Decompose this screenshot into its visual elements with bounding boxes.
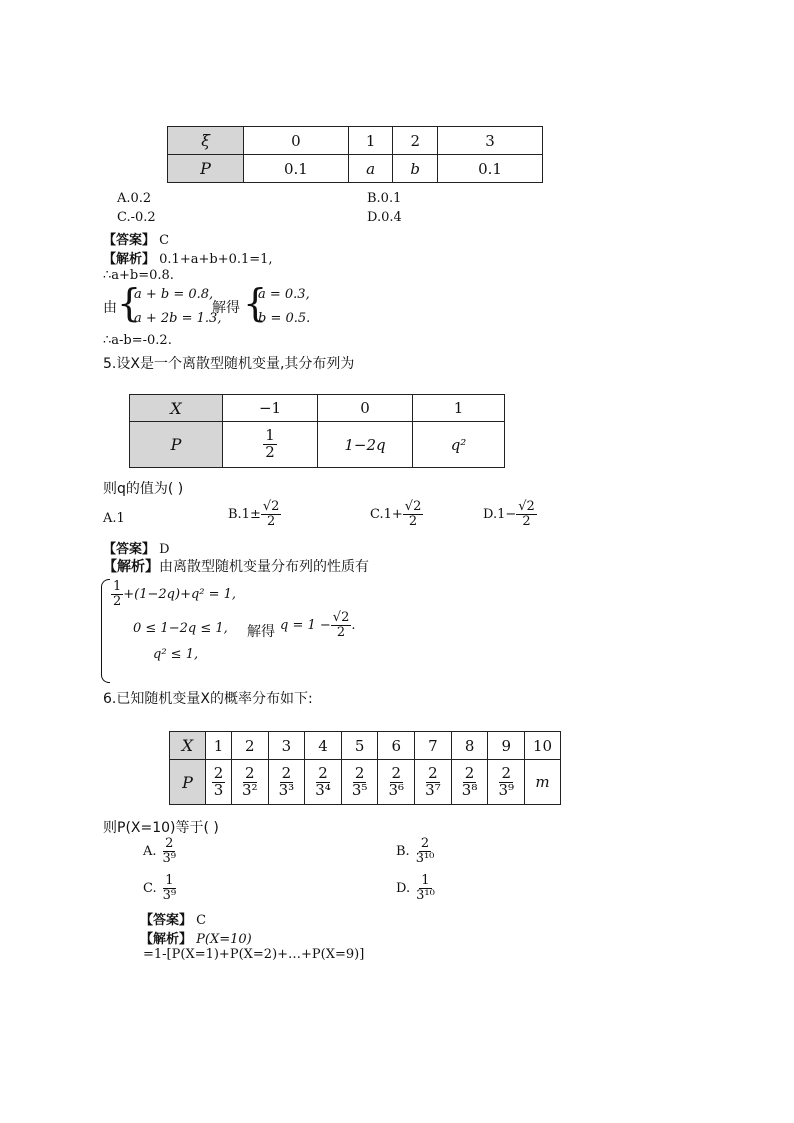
numerator: √2: [332, 610, 350, 625]
denominator: 2: [336, 624, 346, 640]
equation: a + 2b = 1.3,: [134, 311, 222, 326]
fraction: [516, 500, 537, 528]
denominator: 3⁸: [461, 780, 478, 799]
table-cell: 2: [393, 127, 438, 155]
option-c: [370, 500, 423, 528]
result: [280, 611, 355, 639]
option-a: A.0.2: [117, 191, 152, 206]
analysis-line: [103, 248, 273, 267]
option-label: B.: [396, 843, 410, 859]
option-b: B.0.1: [367, 191, 402, 206]
denominator: 3⁷: [425, 780, 441, 799]
table-cell: [378, 760, 415, 805]
answer-label: 【答案】: [140, 913, 193, 928]
numerator: √2: [262, 499, 280, 514]
table-cell: 9: [488, 732, 525, 760]
denominator: 3⁵: [351, 780, 368, 799]
numerator: 2: [213, 763, 224, 782]
answer-line: [103, 229, 169, 248]
table-cell: a: [348, 155, 392, 183]
analysis-label: 【解析】: [103, 559, 159, 575]
numerator: √2: [518, 499, 535, 514]
denominator: 3¹⁰: [416, 887, 435, 903]
table-cell: 0.1: [244, 155, 349, 183]
table-cell: 1: [206, 732, 232, 760]
option-a: [143, 837, 178, 865]
solve-label: 解得: [247, 624, 275, 640]
table-cell: m: [525, 760, 561, 805]
fraction: [496, 763, 516, 799]
table-cell: [341, 760, 378, 805]
option-label: B.1±: [228, 506, 261, 522]
fraction: [261, 500, 282, 528]
fraction: [240, 763, 260, 799]
denominator: 3⁹: [162, 850, 177, 866]
numerator: 2: [281, 763, 292, 782]
denominator: 2: [267, 513, 276, 529]
table-cell: 7: [415, 732, 452, 760]
table-cell: 1: [413, 395, 505, 422]
equation: b = 0.5.: [258, 311, 311, 326]
result-text: .: [351, 617, 356, 633]
analysis-step: =1-[P(X=1)+P(X=2)+…+P(X=9)]: [143, 947, 365, 962]
fraction: [212, 763, 226, 799]
table-cell: 1: [348, 127, 392, 155]
table-cell: q²: [413, 422, 505, 468]
fraction: [277, 763, 297, 799]
distribution-table-x: [129, 394, 505, 468]
table-cell: 0.1: [438, 155, 543, 183]
option-d: [396, 874, 437, 902]
fraction: [414, 874, 437, 902]
fraction: [460, 763, 480, 799]
option-b: [228, 500, 281, 528]
denominator: 3⁹: [162, 887, 177, 903]
option-label: D.1−: [483, 506, 517, 522]
table-cell: b: [393, 155, 438, 183]
numerator: 2: [428, 763, 438, 782]
numerator: 2: [391, 763, 402, 782]
numerator: 1: [165, 873, 174, 888]
analysis-line: [140, 928, 252, 947]
table-cell: 10: [525, 732, 561, 760]
table-cell: 0: [318, 395, 413, 422]
numerator: 2: [464, 763, 475, 782]
numerator: 2: [420, 836, 430, 851]
equation-text: +(1−2q)+q² = 1,: [123, 586, 237, 602]
option-d: D.0.4: [367, 210, 402, 225]
option-a: A.1: [103, 511, 125, 526]
numerator: 1: [265, 426, 275, 445]
fraction: [313, 763, 333, 799]
option-c: [143, 874, 178, 902]
table-cell: [206, 760, 232, 805]
option-c: C.-0.2: [117, 210, 156, 225]
numerator: 2: [165, 836, 174, 851]
analysis-text: 由离散型随机变量分布列的性质有: [159, 559, 369, 575]
equation: a = 0.3,: [258, 287, 310, 302]
analysis-line: [103, 556, 369, 576]
analysis-step: ∴a-b=-0.2.: [103, 333, 172, 348]
analysis-label: 【解析】: [103, 252, 156, 267]
table-cell: [223, 422, 318, 468]
fraction: [403, 500, 424, 528]
answer-line: [140, 909, 206, 928]
numerator: 2: [354, 763, 365, 782]
table-header-x: X: [170, 732, 206, 760]
denominator: 3¹⁰: [415, 850, 435, 866]
fraction: [161, 874, 178, 902]
option-label: D.: [396, 880, 411, 896]
table-cell: [415, 760, 452, 805]
analysis-text: P(X=10): [196, 932, 252, 947]
table-cell: 4: [305, 732, 342, 760]
table-cell: 1−2q: [318, 422, 413, 468]
answer-line: [103, 538, 170, 557]
denominator: 3⁹: [498, 780, 514, 799]
denominator: 3²: [241, 780, 258, 799]
numerator: 1: [113, 579, 122, 594]
numerator: √2: [404, 499, 422, 514]
equation: a + b = 0.8,: [134, 287, 214, 302]
result-text: q = 1 −: [280, 617, 331, 633]
fraction: [423, 763, 443, 799]
left-brace: [101, 579, 110, 683]
table-cell: 5: [341, 732, 378, 760]
by-label: 由: [103, 300, 117, 316]
table-cell: [305, 760, 342, 805]
distribution-table-x10: [169, 731, 561, 805]
fraction: [161, 837, 178, 865]
table-cell: −1: [223, 395, 318, 422]
fraction: [387, 763, 407, 799]
option-label: C.1+: [370, 506, 403, 522]
table-header-p: P: [130, 422, 223, 468]
table-cell: 3: [438, 127, 543, 155]
answer-label: 【答案】: [103, 542, 156, 557]
option-label: C.: [143, 880, 157, 896]
question-stem: 6.已知随机变量X的概率分布如下:: [103, 691, 313, 707]
table-cell: [488, 760, 525, 805]
table-cell: 0: [244, 127, 349, 155]
table-header-xi: ξ: [168, 127, 244, 155]
table-cell: [231, 760, 268, 805]
denominator: 3⁶: [388, 780, 405, 799]
solve-label: 解得: [212, 300, 240, 316]
numerator: 2: [501, 763, 511, 782]
table-cell: [451, 760, 488, 805]
table-cell: 2: [231, 732, 268, 760]
question-stem: 5.设X是一个离散型随机变量,其分布列为: [103, 356, 355, 372]
numerator: 1: [421, 873, 430, 888]
fraction: [414, 837, 437, 865]
answer-label: 【答案】: [103, 233, 156, 248]
option-label: A.: [143, 843, 157, 859]
equation: q² ≤ 1,: [153, 647, 199, 662]
numerator: 2: [318, 763, 328, 782]
question-prompt: 则q的值为( ): [103, 481, 184, 497]
question-prompt: 则P(X=10)等于( ): [103, 820, 219, 836]
answer-value: C: [159, 233, 170, 248]
fraction: [331, 611, 352, 639]
equation: 0 ≤ 1−2q ≤ 1,: [133, 621, 228, 636]
denominator: 2: [522, 513, 531, 529]
numerator: 2: [244, 763, 255, 782]
distribution-table-xi: [167, 126, 543, 183]
table-cell: 6: [378, 732, 415, 760]
denominator: 2: [265, 443, 275, 461]
table-cell: 8: [451, 732, 488, 760]
denominator: 3³: [278, 780, 295, 799]
left-brace: {: [117, 281, 142, 325]
fraction: [263, 428, 277, 461]
denominator: 2: [408, 513, 418, 529]
analysis-label: 【解析】: [140, 932, 193, 947]
table-cell: [268, 760, 305, 805]
fraction: [111, 580, 123, 608]
table-header-p: P: [170, 760, 206, 805]
denominator: 3: [213, 780, 224, 799]
denominator: 3⁴: [315, 780, 331, 799]
table-header-x: X: [130, 395, 223, 422]
fraction: [350, 763, 370, 799]
option-d: [483, 500, 537, 528]
option-b: [396, 837, 436, 865]
left-brace: {: [243, 281, 268, 325]
analysis-text: 0.1+a+b+0.1=1,: [159, 252, 273, 267]
table-cell: 3: [268, 732, 305, 760]
denominator: 2: [113, 593, 122, 609]
equation: [111, 580, 236, 608]
answer-value: C: [196, 913, 207, 928]
analysis-step: ∴a+b=0.8.: [103, 268, 174, 283]
table-header-p: P: [168, 155, 244, 183]
answer-value: D: [159, 542, 170, 557]
